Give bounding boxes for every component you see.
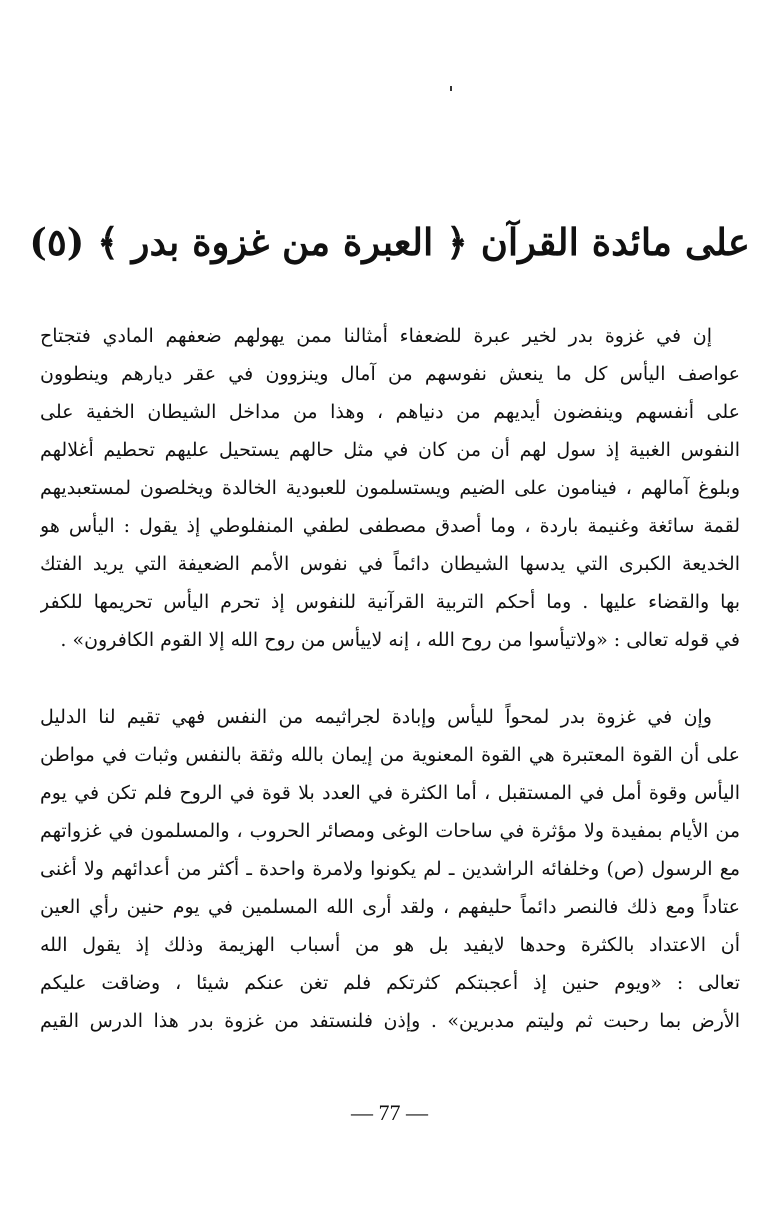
text-line: تعالى : «ويوم حنين إذ أعجبتكم كثرتكم فلم تغن عنكم شيئا ، وضاقت عليكم: [40, 972, 740, 994]
paragraph-2: [40, 698, 740, 1040]
text-line: على أنفسهم وينفضون أيديهم من دنياهم ، وهذا من مداخل الشيطان الخفية على: [40, 401, 740, 423]
page-number: — 77 —: [351, 1100, 428, 1125]
chapter-title: على مائدة القرآن ﴿ العبرة من غزوة بدر ﴾ (٥): [29, 220, 750, 264]
text-line: على أن القوة المعتبرة هي القوة المعنوية من إيمان بالله وثقة بالنفس وثبات في مواطن: [40, 744, 740, 766]
text-line: لقمة سائغة وغنيمة باردة ، وما أصدق مصطفى لطفي المنفلوطي إذ يقول : اليأس هو: [40, 515, 740, 537]
print-speck: [450, 86, 452, 91]
text-line: وإن في غزوة بدر لمحواً لليأس وإبادة لجراثيمه من النفس فهي تقيم لنا الدليل: [40, 706, 712, 728]
text-line: في قوله تعالى : «ولاتيأسوا من روح الله ، إنه لاييأس من روح الله إلا القوم الكافرون» .: [60, 629, 740, 651]
text-line: النفوس الغبية إذ سول لهم أن من كان في مثل حالهم يستحيل عليهم تحطيم أغلالهم: [40, 439, 740, 461]
text-line: الأرض بما رحبت ثم وليتم مدبرين» . وإذن فلنستفد من غزوة بدر هذا الدرس القيم: [40, 1010, 740, 1032]
text-line: وبلوغ آمالهم ، فينامون على الضيم ويستسلمون للعبودية الخالدة ويخلصون لمستعبديهم: [40, 477, 740, 499]
text-line: عواصف اليأس كل ما ينعش نفوسهم من آمال وينزوون في عقر ديارهم وينطوون: [40, 363, 740, 385]
text-line: بها والقضاء عليها . وما أحكم التربية القرآنية للنفوس إذ تحرم اليأس تحريمها للكفر: [40, 591, 740, 613]
text-line: اليأس وقوة أمل في المستقبل ، أما الكثرة في العدد بلا قوة في الروح فلم تكن في يوم: [40, 782, 740, 804]
text-line: الخديعة الكبرى التي يدسها الشيطان دائماً في نفوس الأمم الضعيفة التي يريد الفتك: [40, 553, 740, 575]
paragraph-1: [40, 317, 740, 659]
text-line: مع الرسول (ص) وخلفائه الراشدين ـ لم يكونوا ولامرة واحدة ـ أكثر من أعدائهم ولا أغنى: [40, 858, 740, 880]
text-line: أن الاعتداد بالكثرة وحدها لايفيد بل هو من أسباب الهزيمة وذلك إذ يقول الله: [40, 934, 740, 956]
text-line: من الأيام بمفيدة ولا مؤثرة في ساحات الوغى ومصائر الحروب ، والمسلمون في غزواتهم: [40, 820, 740, 842]
text-line: إن في غزوة بدر لخير عبرة للضعفاء أمثالنا ممن يهولهم ضعفهم المادي فتجتاح: [40, 325, 712, 347]
text-line: عتاداً ومع ذلك فالنصر دائماً حليفهم ، ولقد أرى الله المسلمين في يوم حنين رأي العين: [40, 896, 740, 918]
